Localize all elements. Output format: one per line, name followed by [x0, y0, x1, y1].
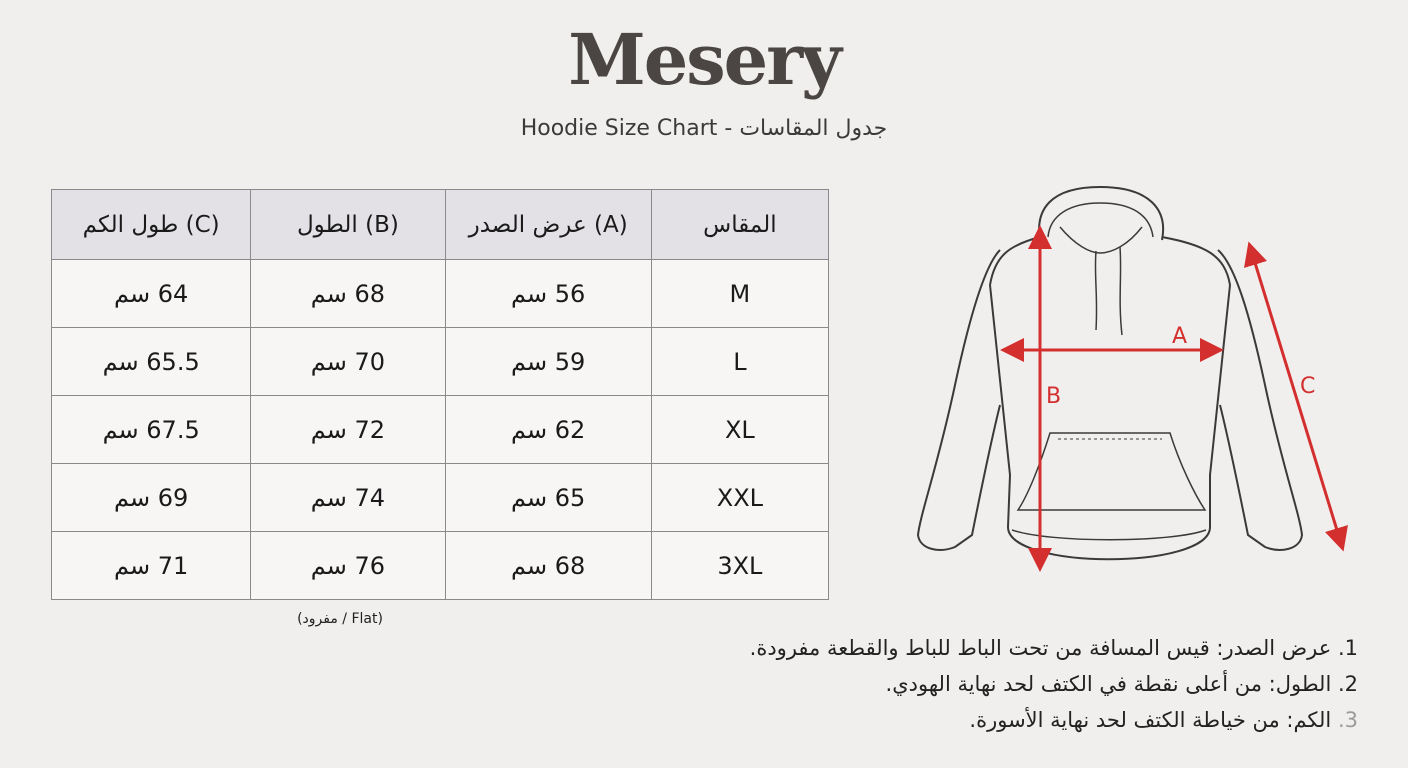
cell-length: 74 سم [251, 464, 445, 532]
header-sleeve: (C) طول الكم [52, 190, 251, 260]
table-row [52, 532, 829, 600]
size-table [51, 189, 829, 600]
note-length: 2. الطول: من أعلى نقطة في الكتف لحد نهاية الهودي. [885, 672, 1358, 696]
table-row [52, 260, 829, 328]
hoodie-pocket [1018, 433, 1205, 510]
label-b: B [1046, 384, 1062, 409]
table-header-row [52, 190, 829, 260]
cell-size: XL [651, 396, 828, 464]
note-sleeve-number: 3. [1337, 708, 1358, 732]
note-chest: 1. عرض الصدر: قيس المسافة من تحت الباط للباط والقطعة مفرودة. [749, 636, 1358, 660]
header-size: المقاس [651, 190, 828, 260]
cell-sleeve: 71 سم [52, 532, 251, 600]
cell-chest: 56 سم [445, 260, 651, 328]
cell-length: 72 سم [251, 396, 445, 464]
cell-size: M [651, 260, 828, 328]
label-a: A [1172, 324, 1188, 349]
note-sleeve [658, 702, 1358, 738]
cell-size: L [651, 328, 828, 396]
cell-sleeve: 69 سم [52, 464, 251, 532]
label-c: C [1300, 374, 1316, 399]
cell-chest: 68 سم [445, 532, 651, 600]
measurement-notes [658, 630, 1358, 738]
cell-sleeve: 64 سم [52, 260, 251, 328]
hoodie-hood [1039, 187, 1163, 240]
arrow-c [1252, 253, 1340, 540]
cell-size: XXL [651, 464, 828, 532]
cell-length: 68 سم [251, 260, 445, 328]
cell-size: 3XL [651, 532, 828, 600]
cell-sleeve: 67.5 سم [52, 396, 251, 464]
page-subtitle: Hoodie Size Chart - جدول المقاسات [520, 116, 888, 141]
note-sleeve-text: الكم: من خياطة الكتف لحد نهاية الأسورة. [969, 708, 1338, 732]
flat-note: (مفرود / Flat) [297, 611, 383, 627]
cell-length: 76 سم [251, 532, 445, 600]
hoodie-drawstring [1095, 251, 1096, 330]
table-row [52, 396, 829, 464]
cell-chest: 62 سم [445, 396, 651, 464]
hoodie-diagram [900, 175, 1360, 595]
hoodie-left-sleeve [918, 250, 1000, 550]
hoodie-right-sleeve [1218, 250, 1302, 550]
header-length: (B) الطول [251, 190, 445, 260]
cell-length: 70 سم [251, 328, 445, 396]
table-row [52, 464, 829, 532]
header-chest: (A) عرض الصدر [445, 190, 651, 260]
table-row [52, 328, 829, 396]
brand-logo: Mesery [568, 18, 840, 101]
cell-chest: 59 سم [445, 328, 651, 396]
cell-chest: 65 سم [445, 464, 651, 532]
hoodie-body [990, 237, 1230, 559]
cell-sleeve: 65.5 سم [52, 328, 251, 396]
